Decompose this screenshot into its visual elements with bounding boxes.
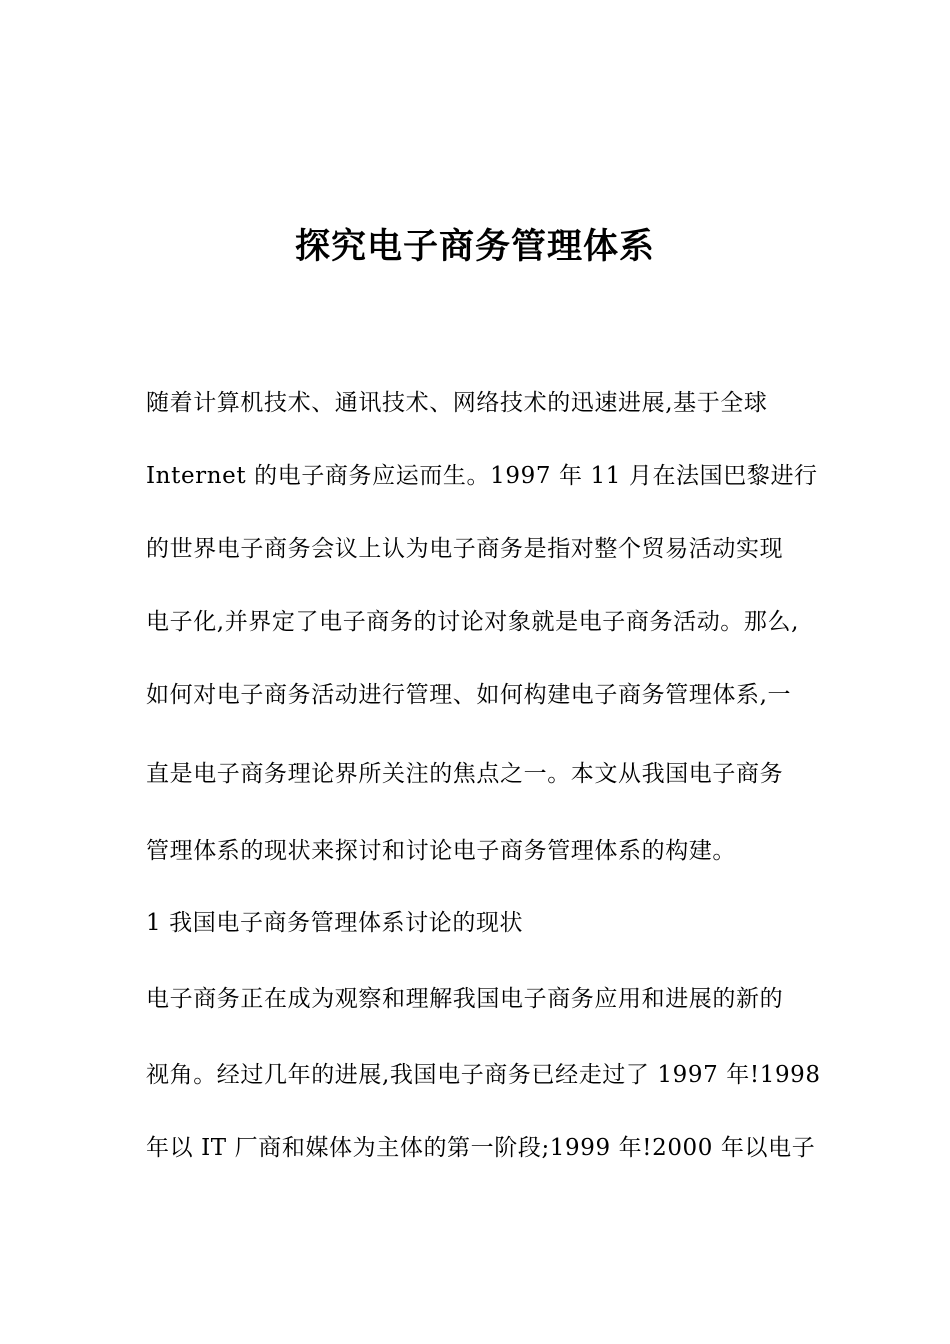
paragraph-line: 直是电子商务理论界所关注的焦点之一。本文从我国电子商务 [146, 761, 784, 787]
paragraph-line: 电子商务正在成为观察和理解我国电子商务应用和进展的新的 [146, 986, 784, 1012]
paragraph-line: 视角。经过几年的进展,我国电子商务已经走过了 1997 年!1998 [146, 1062, 821, 1088]
section-heading: 1 我国电子商务管理体系讨论的现状 [146, 910, 524, 936]
paragraph-line: 年以 IT 厂商和媒体为主体的第一阶段;1999 年!2000 年以电子 [146, 1135, 816, 1161]
paragraph-line: 的世界电子商务会议上认为电子商务是指对整个贸易活动实现 [146, 536, 784, 562]
paragraph-line: Internet 的电子商务应运而生。1997 年 11 月在法国巴黎进行 [146, 463, 818, 489]
document-title: 探究电子商务管理体系 [294, 227, 655, 267]
paragraph-line: 电子化,并界定了电子商务的讨论对象就是电子商务活动。那么, [146, 609, 800, 635]
paragraph-line: 如何对电子商务活动进行管理、如何构建电子商务管理体系,一 [146, 682, 792, 708]
paragraph-line: 管理体系的现状来探讨和讨论电子商务管理体系的构建。 [146, 838, 736, 864]
paragraph-line: 随着计算机技术、通讯技术、网络技术的迅速进展,基于全球 [146, 390, 768, 416]
